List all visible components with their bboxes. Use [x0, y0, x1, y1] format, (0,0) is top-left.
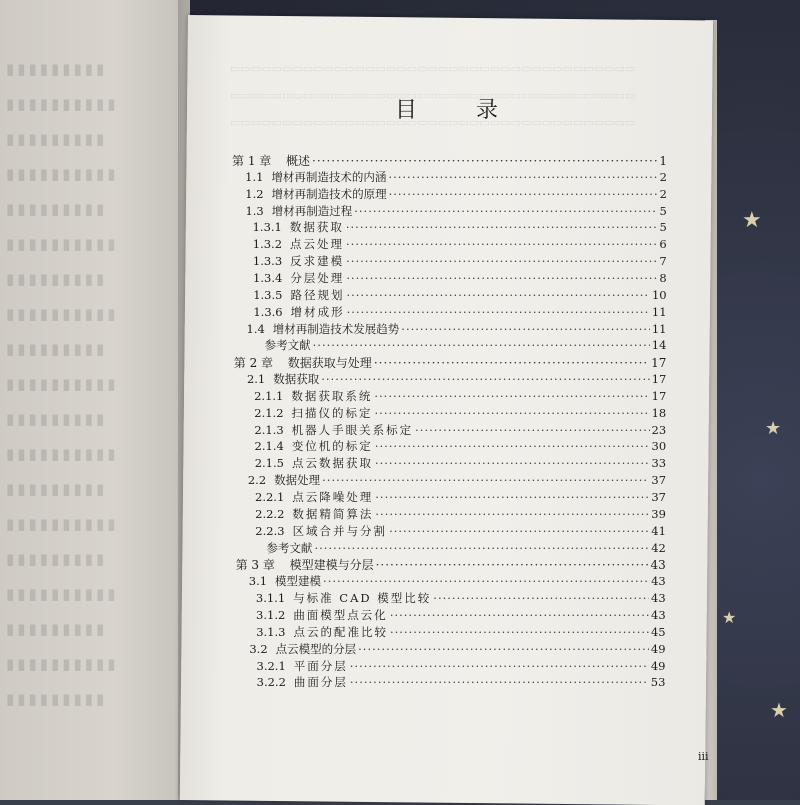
- toc-leader-dots: [389, 524, 649, 538]
- toc-entry-title: 数据获取: [273, 372, 320, 387]
- toc-entry-title: 变位机的标定: [291, 439, 373, 454]
- toc-entry-title: 增材再制造技术发展趋势: [272, 321, 400, 336]
- toc-entry-title: 分层处理: [290, 270, 345, 285]
- toc-leader-dots: [323, 574, 649, 588]
- toc-entry: [236, 556, 666, 573]
- toc-entry-page: 37: [651, 473, 667, 488]
- toc-entry-page: 43: [651, 574, 666, 589]
- toc-entry-page: 23: [651, 422, 667, 437]
- toc-entry-title: 数据获取与处理: [287, 356, 372, 371]
- toc-entry-page: 53: [650, 675, 666, 690]
- toc-entry-page: 6: [659, 237, 667, 252]
- toc-entry-title: 点云处理: [290, 237, 345, 252]
- toc-entry: [255, 455, 666, 472]
- star-decoration: ★: [742, 208, 762, 233]
- toc-entry: [257, 674, 666, 691]
- toc-entry-title: 曲面分层: [293, 675, 348, 690]
- show-through-text: ▭▭▭▭▭▭▭▭▭▭▭▭▭▭▭▭▭▭▭▭▭▭▭▭▭▭▭▭▭▭▭▭▭▭▭▭▭▭▭ ▭▭▭▭▭▭▭▭▭▭▭▭▭▭▭▭▭▭▭▭▭▭▭▭▭▭▭▭▭▭▭▭▭▭▭▭▭▭▭ ▭▭▭▭▭▭▭▭▭▭▭▭▭▭▭▭▭▭▭▭▭▭▭▭▭▭▭▭▭▭▭▭▭▭▭▭▭▭▭: [230, 62, 636, 129]
- toc-entry-title: 数据获取: [289, 220, 344, 235]
- toc-entry-page: 30: [651, 439, 667, 454]
- toc-entry: [253, 236, 667, 253]
- toc-entry-title: 数据获取系统: [291, 388, 373, 403]
- toc-entry-page: 2: [659, 186, 667, 201]
- toc-entry: [254, 422, 666, 439]
- toc-entry-title: 点云降噪处理: [292, 490, 374, 504]
- toc-entry: [248, 472, 666, 489]
- toc-leader-dots: [346, 254, 657, 268]
- toc-entry-page: 2: [659, 169, 667, 184]
- toc-entry-number: 1.3.1: [252, 220, 282, 235]
- toc-entry: [249, 641, 665, 658]
- toc-entry-page: 45: [650, 624, 666, 639]
- toc-entry-number: 第 3 章: [235, 558, 275, 573]
- toc-entry: [255, 438, 667, 455]
- toc-entry: [254, 388, 666, 405]
- toc-leader-dots: [346, 237, 657, 251]
- toc-entry-number: 3.2.2: [256, 675, 286, 690]
- toc-entry-number: 2.2.3: [255, 523, 285, 538]
- toc-leader-dots: [350, 675, 649, 689]
- toc-entry: [245, 203, 666, 220]
- toc-entry-page: 33: [651, 456, 667, 471]
- toc-entry: [253, 219, 667, 236]
- toc-entry-number: 1.3.3: [252, 254, 283, 269]
- star-decoration: ★: [722, 608, 737, 627]
- toc-entry-title: 参考文献: [264, 338, 311, 353]
- toc-leader-dots: [322, 473, 649, 487]
- toc-entry-number: 3.1.2: [256, 607, 286, 622]
- left-page: ▮▮▮▮▮▮▮▮▮ ▮▮▮▮▮▮▮▮▮▮ ▮▮▮▮▮▮▮▮▮ ▮▮▮▮▮▮▮▮▮▮ ▮▮▮▮▮▮▮▮▮ ▮▮▮▮▮▮▮▮▮▮ ▮▮▮▮▮▮▮▮▮ ▮▮▮▮▮▮▮▮▮▮ ▮▮▮▮▮▮▮▮▮ ▮▮▮▮▮▮▮▮▮▮ ▮▮▮▮▮▮▮▮▮ ▮▮▮▮▮▮▮▮▮▮ ▮▮▮▮▮▮▮▮▮ ▮▮▮▮▮▮▮▮▮▮ ▮▮▮▮▮▮▮▮▮ ▮▮▮▮▮▮▮▮▮▮ ▮▮▮▮▮▮▮▮▮ ▮▮▮▮▮▮▮▮▮▮ ▮▮▮▮▮▮▮▮▮: [0, 0, 190, 800]
- toc-entry: [247, 371, 666, 388]
- toc-entry: [247, 337, 667, 354]
- toc-entry: [256, 590, 666, 607]
- toc-entry-number: 3.1: [248, 574, 268, 589]
- toc-entry: [256, 624, 665, 641]
- toc-entry: [257, 658, 666, 675]
- toc-entry-page: 43: [651, 607, 666, 622]
- toc-entry-title: 区域合并与分割: [292, 523, 388, 538]
- toc-leader-dots: [346, 288, 649, 302]
- toc-leader-dots: [314, 541, 649, 555]
- toc-entry-number: 1.1: [245, 169, 264, 184]
- toc-leader-dots: [390, 608, 649, 622]
- toc-leader-dots: [375, 490, 649, 504]
- toc-entry-page: 17: [651, 356, 667, 371]
- toc-entry-page: 1: [659, 154, 667, 168]
- toc-entry: [255, 506, 666, 523]
- toc-leader-dots: [376, 558, 649, 572]
- toc-entry-title: 点云模型的分层: [275, 641, 357, 656]
- toc-entry-title: 机器人手眼关系标定: [291, 422, 414, 437]
- toc-entry-title: 路径规划: [290, 287, 345, 302]
- toc-entry: [253, 304, 666, 321]
- toc-leader-dots: [401, 322, 650, 336]
- toc-leader-dots: [375, 507, 649, 521]
- toc-entry-page: 42: [651, 540, 666, 555]
- toc-leader-dots: [374, 356, 649, 370]
- toc-entry: [253, 287, 666, 304]
- toc-entry-number: 3.2: [249, 641, 268, 656]
- toc-entry-page: 49: [650, 658, 666, 673]
- toc-entry-page: 49: [650, 641, 666, 656]
- toc-entry-title: 模型建模: [275, 574, 322, 589]
- toc-leader-dots: [389, 187, 658, 201]
- toc-entry: [249, 573, 666, 590]
- toc-entry-page: 17: [651, 372, 667, 387]
- toc-entry-page: 10: [651, 287, 667, 302]
- page-folio: iii: [698, 750, 709, 763]
- toc-entry: [253, 270, 667, 287]
- toc-entry: [254, 405, 666, 422]
- toc-entry-number: 2.1.3: [254, 422, 284, 437]
- toc-entry-number: 1.3.5: [253, 287, 283, 302]
- toc-entry-number: 1.4: [246, 321, 265, 336]
- toc-entry-title: 与标准 CAD 模型比较: [293, 591, 432, 606]
- toc-entry-title: 扫描仪的标定: [291, 405, 373, 420]
- toc-entry-page: 8: [659, 270, 667, 285]
- toc-entry-page: 37: [651, 490, 666, 504]
- toc-entry-number: 3.1.1: [255, 591, 286, 606]
- toc-leader-dots: [313, 338, 650, 352]
- toc-entry-page: 41: [651, 523, 666, 538]
- toc-entry: [232, 152, 667, 169]
- star-decoration: ★: [770, 698, 788, 722]
- toc-entry-number: 第 2 章: [233, 356, 274, 371]
- toc-entry-page: 39: [651, 506, 666, 521]
- toc-entry-number: 2.1.2: [254, 405, 284, 420]
- toc-entry: [255, 489, 666, 506]
- toc-title: 目 录: [395, 98, 524, 123]
- toc-entry-title: 平面分层: [293, 658, 348, 673]
- toc-entry-title: 增材再制造技术的原理: [271, 186, 387, 201]
- toc-entry-page: 17: [651, 388, 667, 403]
- toc-entry: [234, 354, 667, 371]
- toc-leader-dots: [375, 456, 649, 470]
- toc-leader-dots: [374, 389, 649, 403]
- toc-entry-number: 1.3.2: [252, 237, 283, 252]
- toc-entry-title: 点云数据获取: [291, 456, 373, 471]
- toc-entry-number: 2.1: [246, 372, 266, 387]
- toc-entry-number: 1.2: [245, 186, 264, 201]
- toc-entry-number: 2.2.1: [255, 490, 285, 504]
- toc-entry-title: 反求建模: [290, 254, 345, 269]
- toc-leader-dots: [388, 170, 657, 184]
- toc-leader-dots: [350, 659, 649, 673]
- toc-entry-title: 模型建模与分层: [289, 558, 374, 573]
- toc-entry-page: 18: [651, 405, 667, 420]
- toc-leader-dots: [375, 406, 650, 420]
- toc-entry-title: 增材再制造技术的内涵: [271, 169, 387, 184]
- toc-leader-dots: [321, 372, 649, 386]
- toc-entry-number: 3.1.3: [256, 624, 286, 639]
- toc-entry-page: 5: [659, 220, 667, 235]
- toc-entry-title: 曲面模型点云化: [293, 607, 388, 622]
- toc-entry-page: 11: [651, 321, 667, 336]
- toc-leader-dots: [346, 220, 658, 234]
- toc-leader-dots: [390, 625, 649, 639]
- toc-entry-number: 第 1 章: [232, 154, 272, 168]
- toc-entry-title: 概述: [286, 154, 311, 168]
- toc-entry-number: 1.3.6: [253, 304, 283, 319]
- toc-entry-number: 2.1.1: [254, 388, 284, 403]
- toc-entry-page: 5: [659, 203, 667, 218]
- toc-leader-dots: [312, 154, 657, 168]
- toc-entry-page: 43: [650, 558, 666, 573]
- toc-leader-dots: [347, 305, 650, 319]
- toc-entry-number: 1.3: [245, 203, 264, 218]
- toc-entry-number: 1.3.4: [253, 270, 283, 285]
- toc-entry-page: 14: [651, 338, 667, 353]
- star-decoration: ★: [765, 418, 782, 439]
- toc-leader-dots: [346, 271, 657, 285]
- toc-entry-number: 2.2: [247, 473, 267, 488]
- toc-entry-page: 43: [651, 591, 666, 606]
- toc-entry: [247, 321, 667, 338]
- toc-entry-page: 11: [651, 304, 667, 319]
- toc-entry-title: 参考文献: [266, 540, 313, 555]
- toc-entry-number: 3.2.1: [256, 658, 286, 673]
- toc-entry-number: 2.1.5: [254, 456, 284, 471]
- toc-leader-dots: [354, 204, 657, 218]
- toc-entry: [245, 169, 667, 186]
- toc-entry: [256, 607, 666, 624]
- toc-entry: [248, 540, 665, 557]
- toc-entry-title: 数据精简算法: [292, 506, 374, 521]
- toc-entry-number: 2.2.2: [255, 506, 285, 521]
- toc-entry-title: 数据处理: [274, 473, 321, 488]
- toc-entry-title: 点云的配准比较: [293, 624, 388, 639]
- toc-entry: [245, 186, 667, 203]
- toc-leader-dots: [433, 591, 649, 605]
- toc-entry-title: 增材再制造过程: [271, 203, 353, 218]
- toc-entry-number: 2.1.4: [254, 439, 284, 454]
- toc-entry-title: 增材成形: [290, 304, 345, 319]
- toc-entry: [255, 523, 666, 540]
- toc-leader-dots: [375, 439, 650, 453]
- toc-entry: [253, 253, 667, 270]
- toc-leader-dots: [415, 423, 649, 437]
- toc-entry-page: 7: [659, 254, 667, 269]
- toc-leader-dots: [358, 642, 649, 656]
